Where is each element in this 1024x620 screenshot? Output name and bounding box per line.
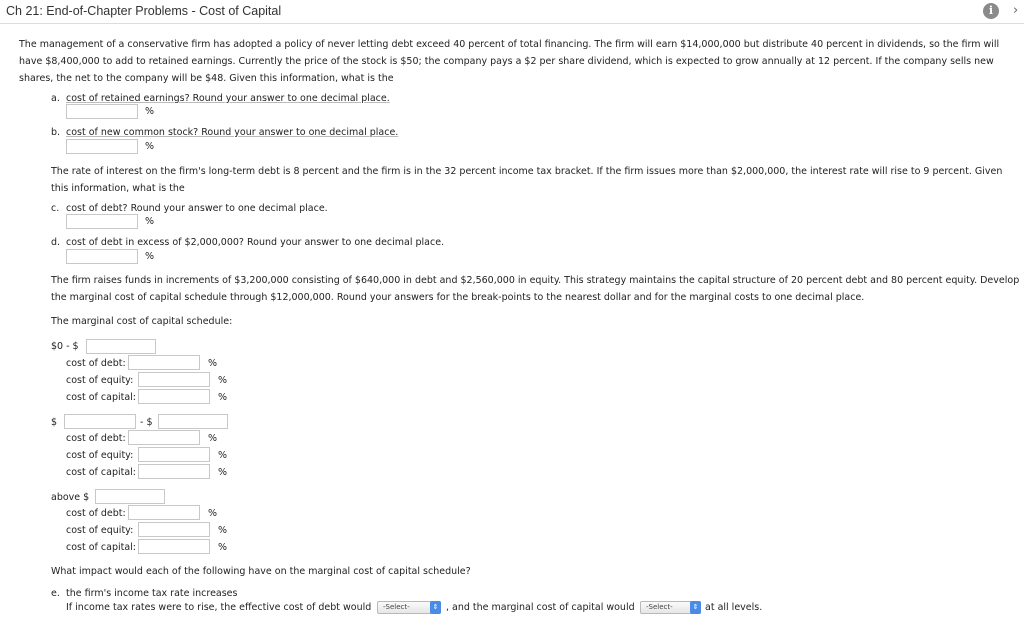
range3-cost-equity-label: cost of equity: <box>66 525 134 536</box>
range3-label: above $ <box>51 492 90 503</box>
select-arrows-icon: ⇕ <box>430 601 441 614</box>
question-b-text: cost of new common stock? Round your answer to one decimal place. <box>66 127 399 138</box>
range2-cost-equity-input[interactable] <box>138 447 210 462</box>
schedule-title: The marginal cost of capital schedule: <box>51 316 233 327</box>
select-arrows-icon: ⇕ <box>690 601 701 614</box>
answer-d-input[interactable] <box>66 249 138 264</box>
question-a-letter: a. <box>51 93 60 104</box>
intro-paragraph: The management of a conservative firm has adopted a policy of never letting debt exceed 40 percent of total financing. The firm will earn $14,000,000 but distribute 40 percent in dividends, so the firm will have $8,400,000 to add to retained earnings. Currently the price of the stock is $50; the company pays a $2 per share dividend, which is expected to grow annually at 12 percent. If the company sells new shares, the net to the company will be $48. Given this information, what is the <box>19 39 1000 84</box>
answer-b-unit: % <box>145 141 155 152</box>
marginal-cost-of-capital-select[interactable] <box>640 601 701 614</box>
funds-paragraph: The firm raises funds in increments of $3,200,000 consisting of $640,000 in debt and $2,560,000 in equity. This strategy maintains the capital structure of 20 percent debt and 80 percent equity. Develop the marginal cost of capital schedule through $12,000,000. Round your answers for the break-points to the nearest dollar and for the marginal costs to one decimal place. <box>51 275 1020 303</box>
answer-b-input[interactable] <box>66 139 138 154</box>
range2-separator: - $ <box>140 417 153 428</box>
answer-c-unit: % <box>145 216 155 227</box>
range2-cost-equity-label: cost of equity: <box>66 450 134 461</box>
question-c-letter: c. <box>51 203 60 214</box>
range1-cost-debt-input[interactable] <box>128 355 200 370</box>
range2-cost-equity-unit: % <box>218 450 228 461</box>
range3-cost-capital-unit: % <box>218 542 228 553</box>
range1-cost-equity-input[interactable] <box>138 372 210 387</box>
range1-cost-capital-input[interactable] <box>138 389 210 404</box>
question-e-letter: e. <box>51 588 60 599</box>
range2-end-input[interactable] <box>158 414 228 429</box>
range3-breakpoint-input[interactable] <box>95 489 165 504</box>
range2-cost-debt-unit: % <box>208 433 218 444</box>
range2-start-input[interactable] <box>64 414 136 429</box>
range3-cost-equity-input[interactable] <box>138 522 210 537</box>
answer-d-unit: % <box>145 251 155 262</box>
range2-cost-debt-label: cost of debt: <box>66 433 126 444</box>
question-e-text: the firm's income tax rate increases <box>66 588 238 599</box>
effective-cost-of-debt-select[interactable] <box>377 601 441 614</box>
answer-a-unit: % <box>145 106 155 117</box>
question-e-sentence-mid: , and the marginal cost of capital would <box>446 602 635 613</box>
range1-cost-debt-label: cost of debt: <box>66 358 126 369</box>
debt-paragraph: The rate of interest on the firm's long-term debt is 8 percent and the firm is in the 32 percent income tax bracket. If the firm issues more than $2,000,000, the interest rate will rise to 9 percent. Given this information, what is the <box>51 166 1003 194</box>
question-c-text: cost of debt? Round your answer to one decimal place. <box>66 203 328 214</box>
range3-cost-capital-label: cost of capital: <box>66 542 137 553</box>
question-a-text: cost of retained earnings? Round your answer to one decimal place. <box>66 93 390 104</box>
range1-cost-debt-unit: % <box>208 358 218 369</box>
answer-a-input[interactable] <box>66 104 138 119</box>
range1-breakpoint-input[interactable] <box>86 339 156 354</box>
range2-cost-capital-label: cost of capital: <box>66 467 137 478</box>
page-title: Ch 21: End-of-Chapter Problems - Cost of Capital <box>6 4 282 18</box>
range3-cost-debt-label: cost of debt: <box>66 508 126 519</box>
range1-label: $0 - $ <box>51 341 79 352</box>
range3-cost-equity-unit: % <box>218 525 228 536</box>
range3-cost-debt-input[interactable] <box>128 505 200 520</box>
impact-question: What impact would each of the following have on the marginal cost of capital schedule? <box>51 566 471 577</box>
range1-cost-equity-label: cost of equity: <box>66 375 134 386</box>
question-b-letter: b. <box>51 127 61 138</box>
range1-cost-capital-label: cost of capital: <box>66 392 137 403</box>
range2-cost-capital-input[interactable] <box>138 464 210 479</box>
range2-cost-capital-unit: % <box>218 467 228 478</box>
question-e-sentence-start: If income tax rates were to rise, the effective cost of debt would <box>66 602 372 613</box>
effective-cost-of-debt-select-value: -Select- <box>383 603 410 611</box>
chevron-right-icon[interactable]: › <box>1013 3 1019 18</box>
question-d-text: cost of debt in excess of $2,000,000? Round your answer to one decimal place. <box>66 237 445 248</box>
question-e-sentence-end: at all levels. <box>705 602 763 613</box>
range2-cost-debt-input[interactable] <box>128 430 200 445</box>
marginal-cost-of-capital-select-value: -Select- <box>646 603 673 611</box>
range1-cost-equity-unit: % <box>218 375 228 386</box>
info-icon[interactable]: i <box>983 3 999 19</box>
question-d-letter: d. <box>51 237 61 248</box>
range3-cost-capital-input[interactable] <box>138 539 210 554</box>
range3-cost-debt-unit: % <box>208 508 218 519</box>
range1-cost-capital-unit: % <box>218 392 228 403</box>
title-bar <box>0 0 1024 24</box>
range2-prefix: $ <box>51 417 58 428</box>
answer-c-input[interactable] <box>66 214 138 229</box>
